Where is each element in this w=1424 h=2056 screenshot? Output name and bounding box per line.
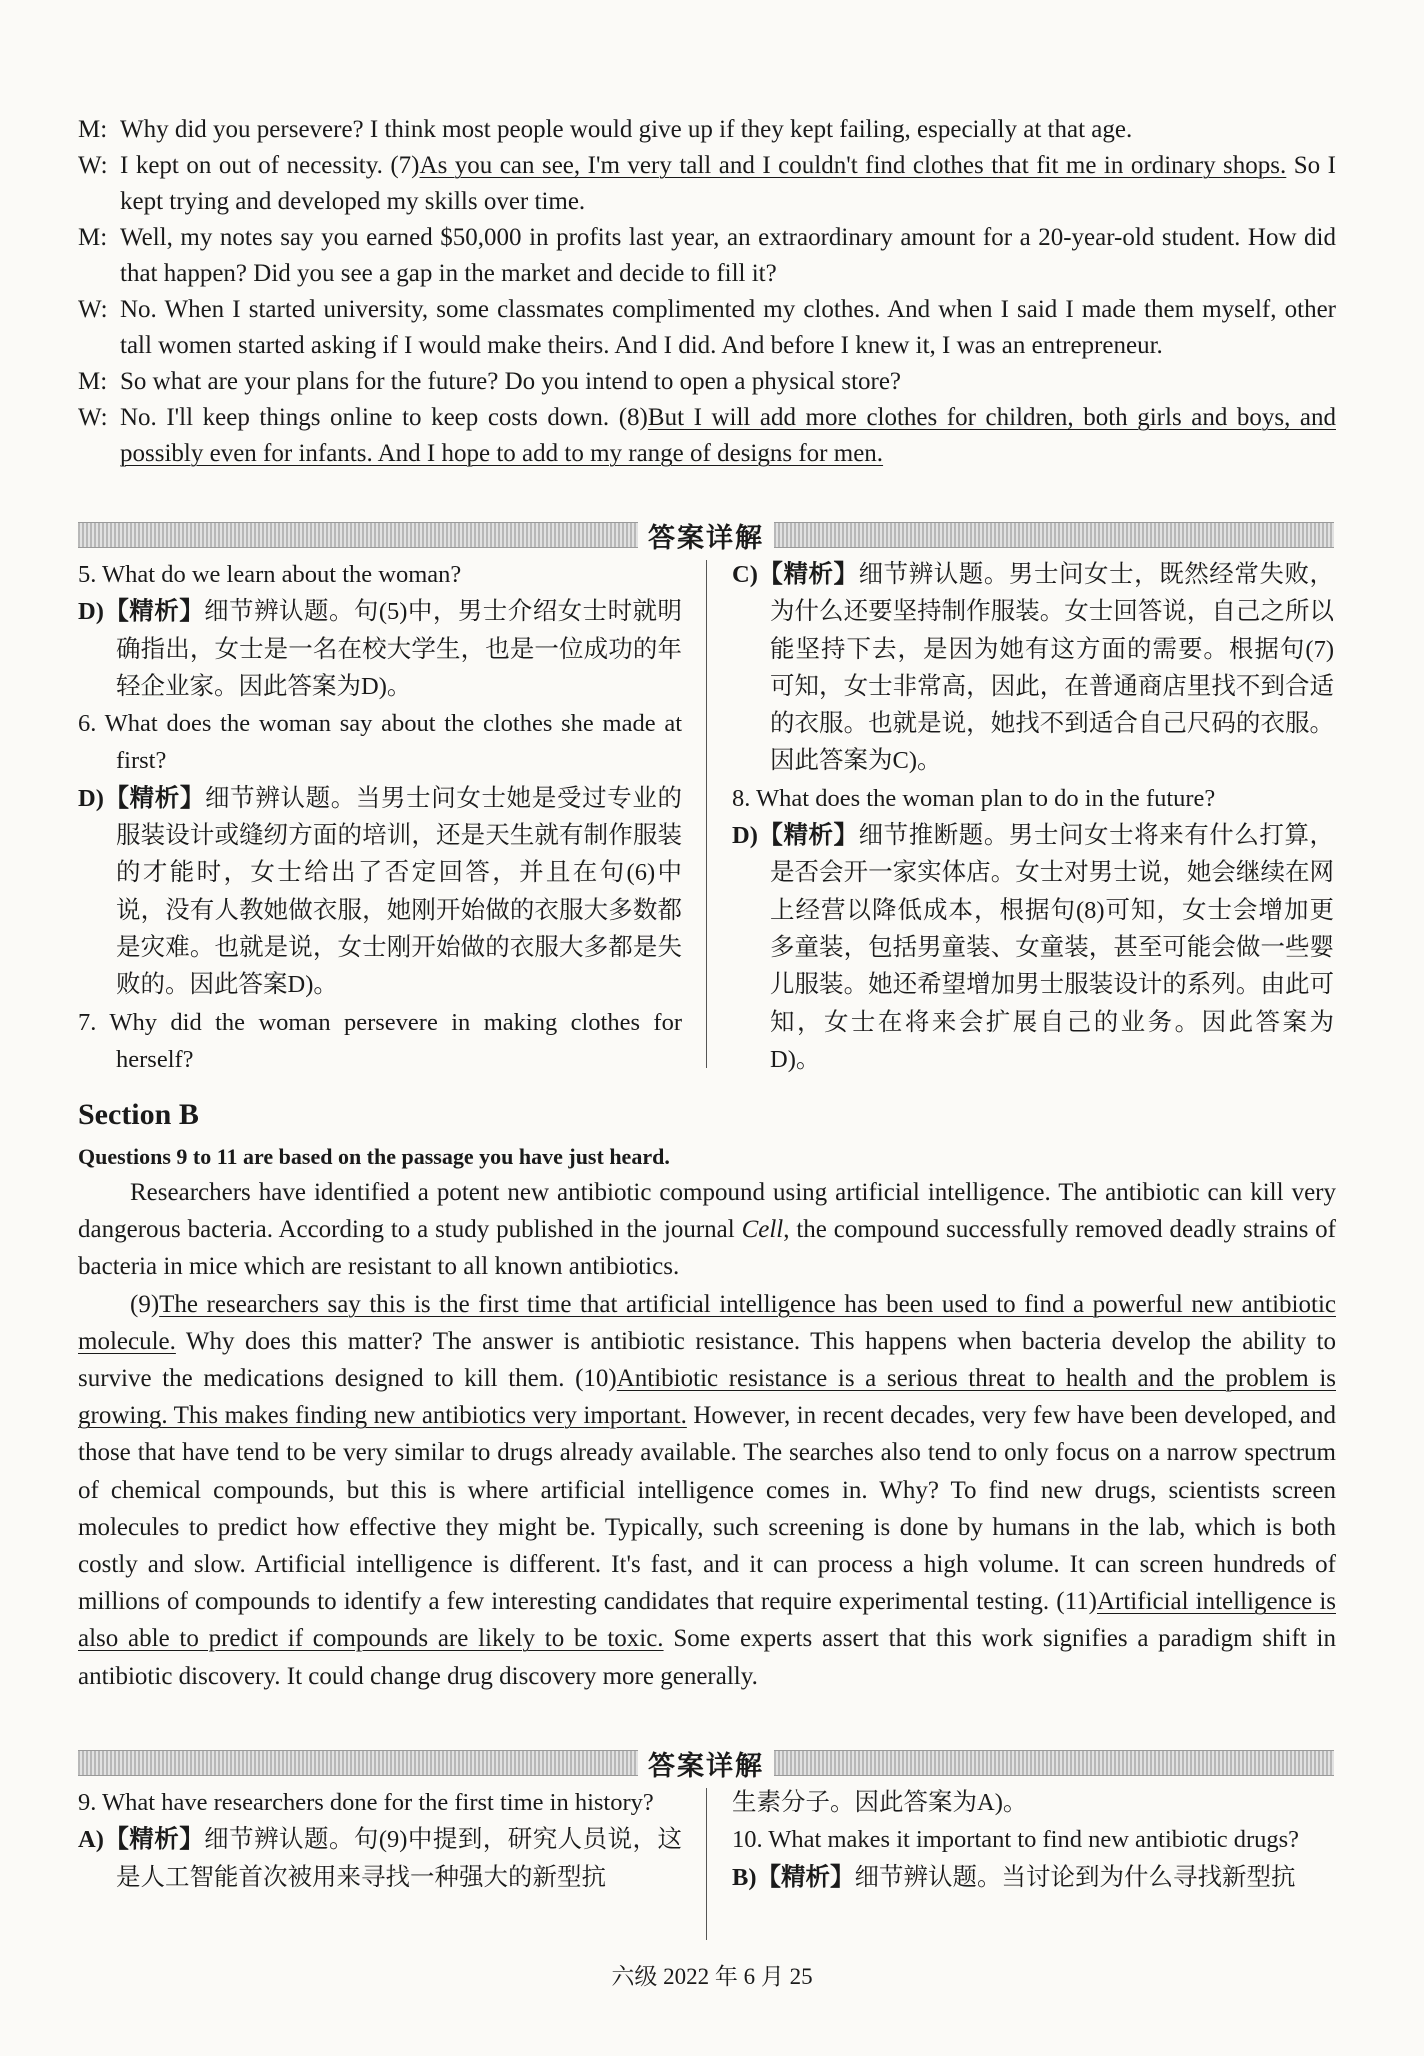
text-run: Well, my notes say you earned $50,000 in profits last year, an extraordinary amount for a 20-year-old student. How did that happen? Did you see a gap in the market and decide to fill it? <box>120 224 1336 287</box>
dialogue-line <box>78 400 1336 472</box>
answer-letter: D) <box>78 784 104 812</box>
speaker-label: M: <box>78 368 108 395</box>
text-run: No. I'll keep things online to keep costs down. (8) <box>120 404 648 431</box>
answer-analysis <box>732 817 1334 1078</box>
text-run: (9) <box>130 1290 160 1318</box>
page-footer: 六级 2022 年 6 月 25 <box>611 1964 813 1989</box>
dialogue-line <box>78 292 1336 364</box>
dialogue-line <box>78 364 1336 400</box>
answer-letter: B) <box>732 1863 757 1891</box>
analysis-text: 细节推断题。男士问女士将来有什么打算，是否会开一家实体店。女士对男士说，她会继续在网上经营以降低成本，根据句(8)可知，女士会增加更多童装，包括男童装、女童装，甚至可能会做一些婴儿服装。她还希望增加男士服装设计的系列。由此可知，女士在将来会扩展自己的业务。因此答案为D)。 <box>770 822 1334 1073</box>
column-divider-2 <box>706 1788 707 1940</box>
question-item: 5. What do we learn about the woman? <box>78 561 462 588</box>
analysis-tag: 【精析】 <box>757 822 859 850</box>
analysis-text: 细节辨认题。句(5)中，男士介绍女士时就明确指出，女士是一名在校大学生，也是一位成功的年轻企业家。因此答案为D)。 <box>116 598 682 700</box>
text-run: Why does this matter? The answer is antibiotic resistance. This happens when bacteria develop the ability to survive the medications designed to kill them. (10) <box>78 1327 1336 1393</box>
answers-column-left <box>78 556 682 1078</box>
answer-letter: D) <box>78 598 104 626</box>
underlined-key-sentence: The researchers say this is the first time that artificial intelligence has been used to find a powerful new antibiotic molecule. <box>78 1290 1336 1355</box>
section-b-title: Section B <box>78 1098 199 1131</box>
analysis-tag: 【精析】 <box>756 1863 855 1891</box>
question-item: 10. What makes it important to find new antibiotic drugs? <box>732 1826 1300 1854</box>
answer-analysis <box>732 1859 1334 1896</box>
analysis-tag: 【精析】 <box>103 598 205 626</box>
answer-analysis <box>732 556 1334 780</box>
banner-hatch-right <box>774 1750 1334 1776</box>
analysis-tag: 【精析】 <box>103 1826 205 1854</box>
answers-column-right-2 <box>732 1784 1334 1896</box>
dialogue-transcript <box>78 112 1336 472</box>
dialogue-text <box>120 400 1336 472</box>
dialogue-text <box>120 148 1336 220</box>
banner-hatch-left <box>78 1750 638 1776</box>
answer-letter: D) <box>732 822 758 850</box>
answer-banner <box>78 520 1334 554</box>
underlined-key-sentence: Antibiotic resistance is a serious threat to health and the problem is growing. This makes finding new antibiotics very important. <box>78 1365 1336 1430</box>
text-run: Why did you persevere? I think most people would give up if they kept failing, especially at that age. <box>120 116 1133 143</box>
underlined-key-sentence: But I will add more clothes for children, both girls and boys, and possibly even for infants. And I hope to add to my range of designs for men. <box>120 404 1336 467</box>
text-run: Researchers have identified a potent new antibiotic compound using artificial intelligence. The antibiotic can kill very dangerous bacteria. According to a study published in the journal <box>78 1179 1336 1244</box>
analysis-tag: 【精析】 <box>103 784 206 812</box>
answer-banner-2 <box>78 1748 1334 1782</box>
banner-title: 答案详解 <box>648 1750 764 1782</box>
section-b-instruction: Questions 9 to 11 are based on the passage you have just heard. <box>78 1144 670 1169</box>
banner-hatch-left <box>78 522 638 548</box>
dialogue-text <box>120 220 1336 292</box>
column-divider <box>706 560 707 1068</box>
analysis-text: 细节辨认题。当讨论到为什么寻找新型抗 <box>854 1863 1296 1891</box>
italic-title: Cell <box>741 1216 784 1244</box>
underlined-key-sentence: As you can see, I'm very tall and I couldn't find clothes that fit me in ordinary shops. <box>419 152 1287 179</box>
question-item: 8. What does the woman plan to do in the future? <box>732 784 1216 812</box>
speaker-label: W: <box>78 296 108 323</box>
answer-letter: C) <box>732 561 758 588</box>
passage-paragraph-2 <box>78 1286 1336 1695</box>
speaker-label: M: <box>78 224 108 251</box>
dialogue-text <box>120 112 1336 148</box>
text-run: , the compound successfully removed deadly strains of bacteria in mice which are resistant to all known antibiotics. <box>78 1216 1336 1281</box>
answer-analysis <box>78 593 682 705</box>
text-run: I kept on out of necessity. (7) <box>120 152 420 179</box>
banner-title: 答案详解 <box>648 522 764 554</box>
dialogue-line <box>78 148 1336 220</box>
question-item: 7. Why did the woman persevere in making clothes for herself? <box>78 1008 682 1073</box>
analysis-text: 细节辨认题。句(9)中提到，研究人员说，这是人工智能首次被用来寻找一种强大的新型抗 <box>116 1826 682 1891</box>
analysis-continuation: 生素分子。因此答案为A)。 <box>732 1789 1028 1816</box>
passage-paragraph-1 <box>78 1174 1336 1286</box>
text-run: So I kept trying and developed my skills over time. <box>120 152 1336 215</box>
analysis-tag: 【精析】 <box>757 561 859 588</box>
dialogue-text <box>120 292 1336 364</box>
answers-column-left-2 <box>78 1784 682 1896</box>
text-run: However, in recent decades, very few have been developed, and those that have tend to be very similar to drugs already available. The searches also tend to only focus on a narrow spectrum of chemical compounds, but this is where artificial intelligence comes in. Why? To find new drugs, scientists screen molecules to predict how effective they might be. Typically, such screening is done by humans in the lab, which is both costly and slow. Artificial intelligence is different. It's fast, and it can process a high volume. It can screen hundreds of millions of compounds to identify a few interesting candidates that require experimental testing. (11) <box>78 1402 1336 1616</box>
answers-column-right <box>732 556 1334 1078</box>
speaker-label: M: <box>78 116 108 143</box>
answer-letter: A) <box>78 1826 104 1854</box>
speaker-label: W: <box>78 404 108 431</box>
text-run: So what are your plans for the future? Do you intend to open a physical store? <box>120 368 902 395</box>
underlined-key-sentence: Artificial intelligence is also able to predict if compounds are likely to be toxic. <box>78 1588 1336 1653</box>
text-run: Some experts assert that this work signifies a paradigm shift in antibiotic discovery. It could change drug discovery more generally. <box>78 1625 1336 1690</box>
question-item: 6. What does the woman say about the clothes she made at first? <box>78 710 682 775</box>
banner-hatch-right <box>774 522 1334 548</box>
passage <box>78 1174 1336 1695</box>
dialogue-line <box>78 220 1336 292</box>
answer-analysis <box>78 780 682 1004</box>
analysis-text: 细节辨认题。男士问女士，既然经常失败，为什么还要坚持制作服装。女士回答说，自己之所以能坚持下去，是因为她有这方面的需要。根据句(7)可知，女士非常高，因此，在普通商店里找不到合适的衣服。也就是说，她找不到适合自己尺码的衣服。因此答案为C)。 <box>770 561 1334 775</box>
dialogue-text <box>120 364 1336 400</box>
question-item: 9. What have researchers done for the first time in history? <box>78 1789 654 1816</box>
text-run: No. When I started university, some classmates complimented my clothes. And when I said I made them myself, other tall women started asking if I would make theirs. And I did. And before I knew it, I was an entrepreneur. <box>120 296 1336 359</box>
dialogue-line <box>78 112 1336 148</box>
analysis-text: 细节辨认题。当男士问女士她是受过专业的服装设计或缝纫方面的培训，还是天生就有制作服装的才能时，女士给出了否定回答，并且在句(6)中说，没有人教她做衣服，她刚开始做的衣服大多数都是灾难。也就是说，女士刚开始做的衣服大多都是失败的。因此答案D)。 <box>116 784 683 999</box>
answer-analysis <box>78 1821 682 1896</box>
speaker-label: W: <box>78 152 108 179</box>
